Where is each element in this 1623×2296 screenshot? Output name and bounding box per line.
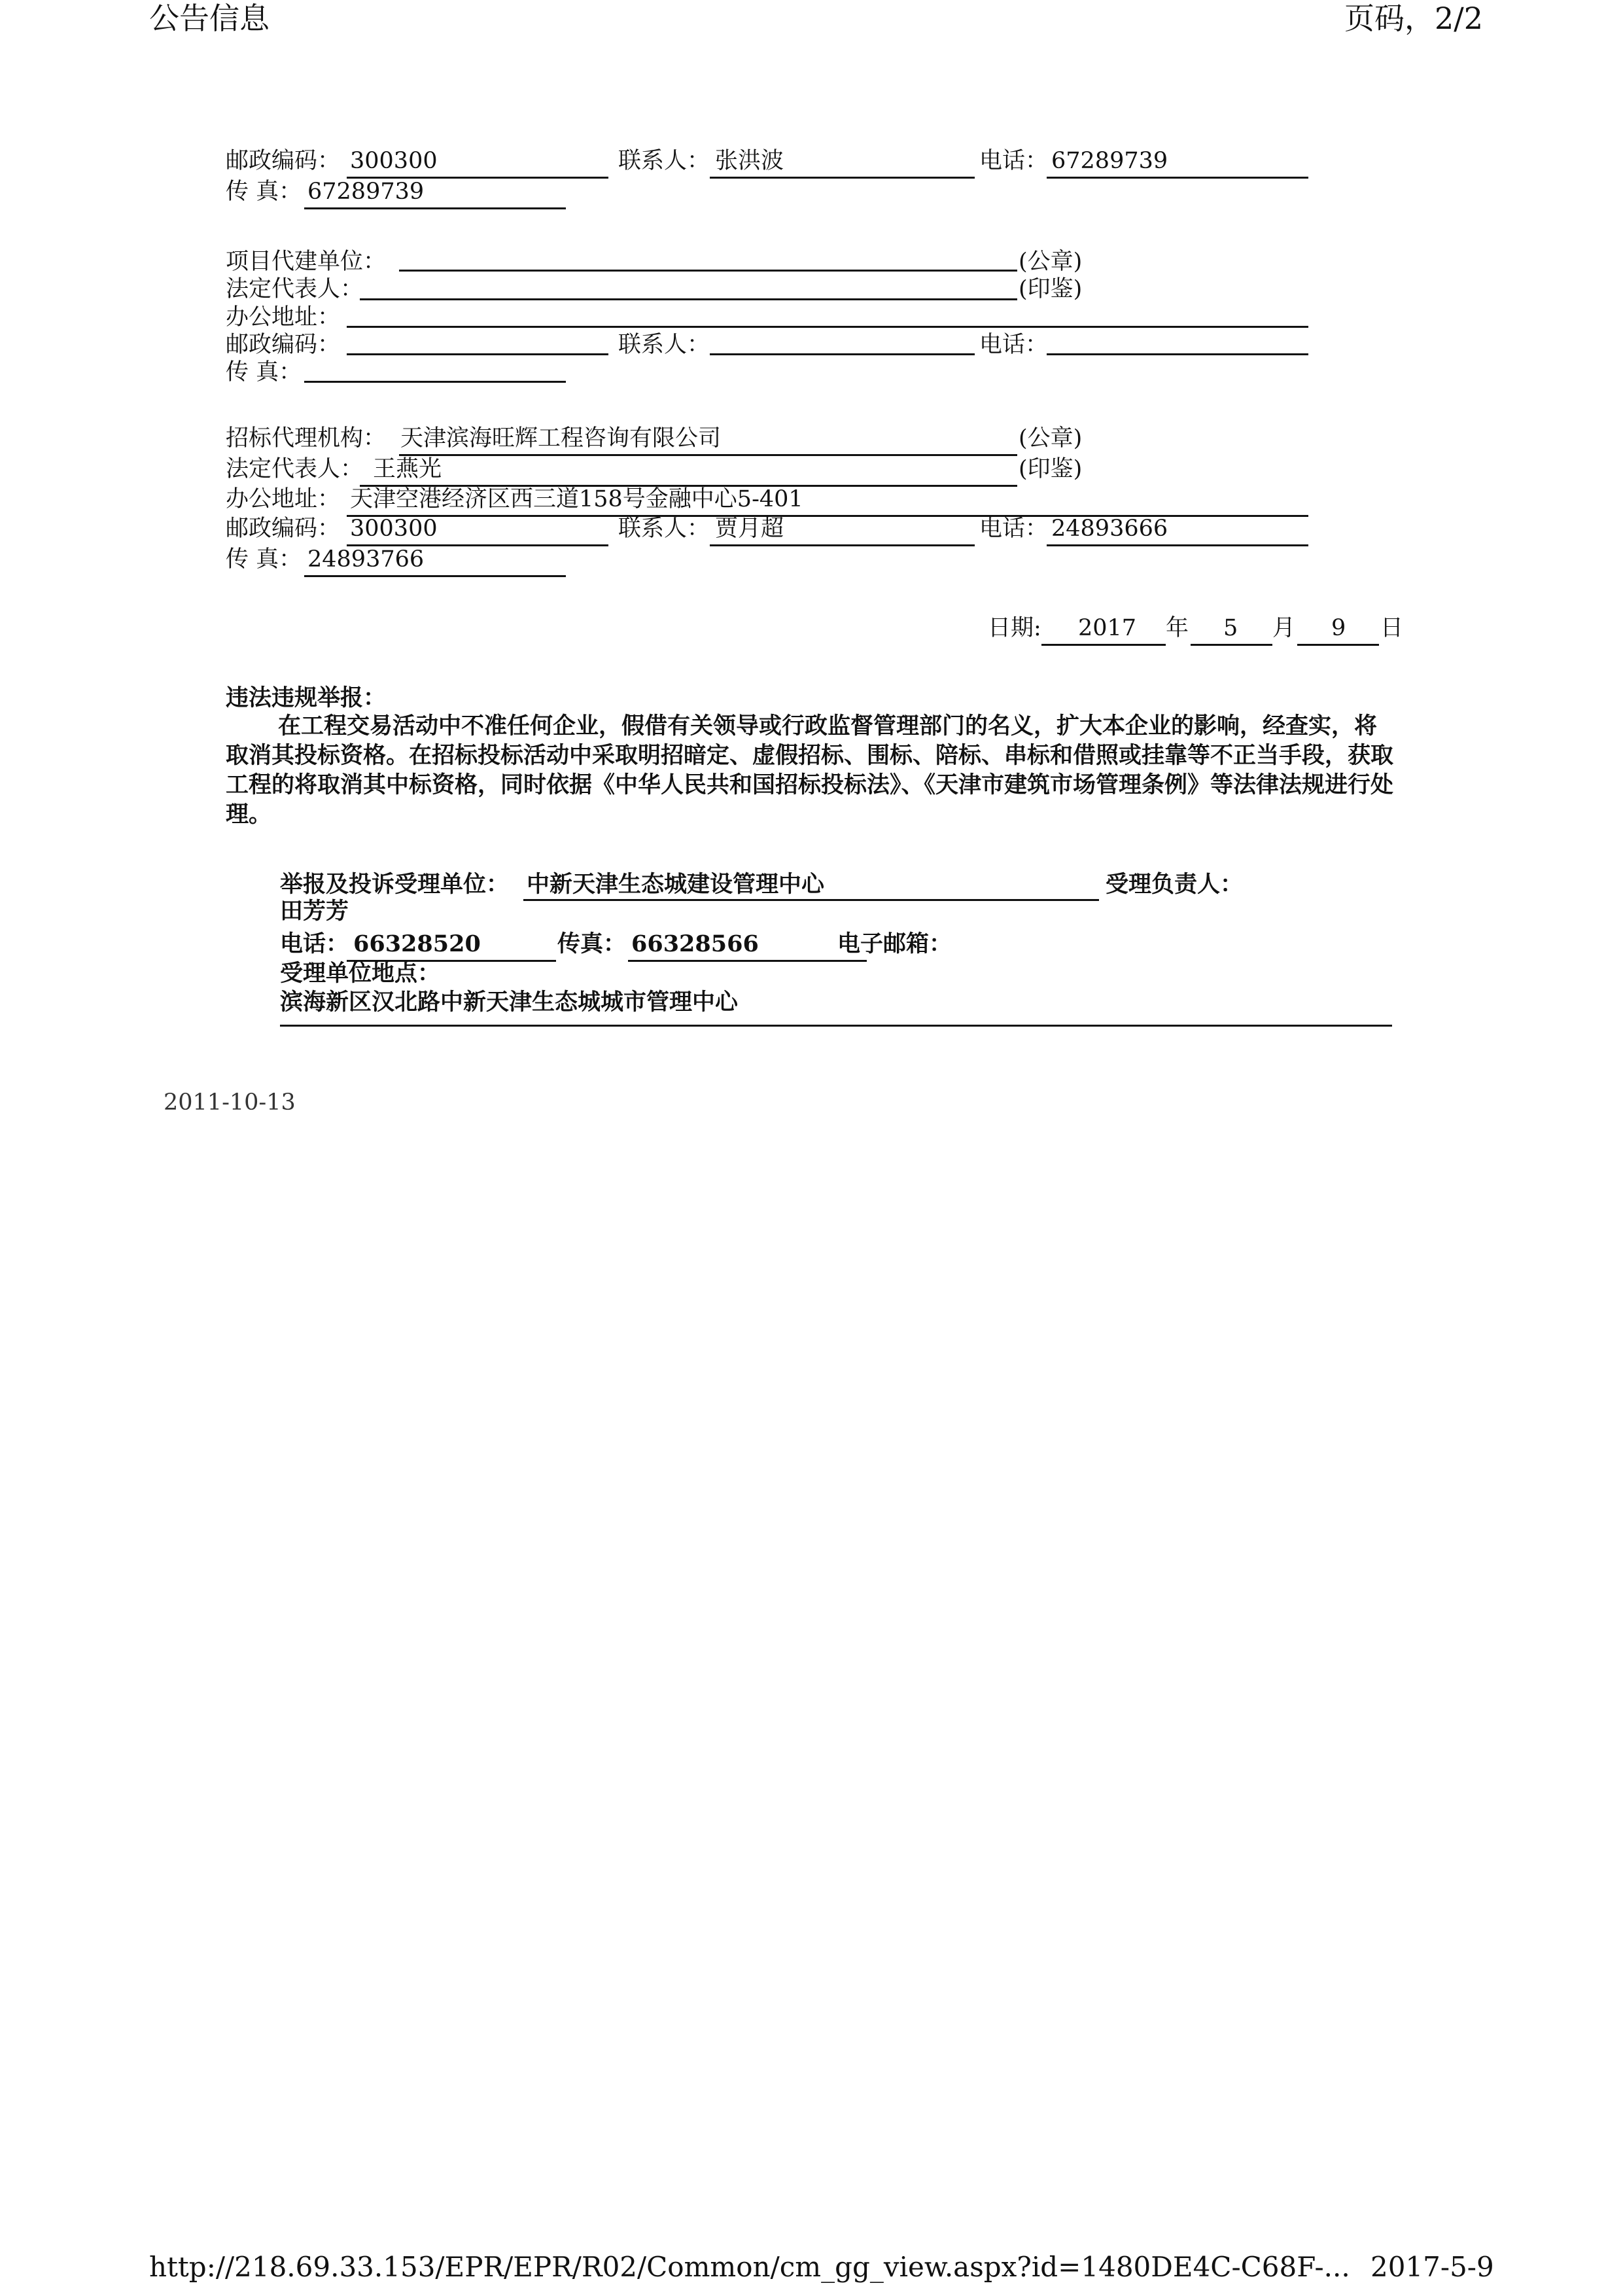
violation-body: 在工程交易活动中不准任何企业，假借有关领导或行政监督管理部门的名义，扩大本企业的影响，经查实，将取消其投标资格。在招标投标活动中采取明招暗定、虚假招标、围标、陪标、串标和借照或挂靠等不正当手段，获取工程的将取消其中标资格，同时依据《中华人民共和国招标投标法》、《天津市建筑市场管理条例》等法律法规进行处理。 <box>226 713 1394 828</box>
violation-title: 违法违规举报： <box>226 684 387 711</box>
page-date: 2011-10-13 <box>164 1089 296 1116</box>
underline <box>304 381 566 383</box>
underline <box>710 544 975 546</box>
stamp-label: (印鉴) <box>1019 456 1083 482</box>
underline <box>399 454 1017 456</box>
underline <box>1047 177 1308 179</box>
phone-label: 电话： <box>979 148 1049 174</box>
fax-label: 传 真： <box>226 179 302 205</box>
underline <box>399 270 1017 272</box>
underline <box>1047 544 1308 546</box>
rep-value: 王燕光 <box>373 456 442 482</box>
rep-label: 法定代表人： <box>226 456 364 482</box>
phone-value: 24893666 <box>1051 516 1168 542</box>
complaint-unit-label: 举报及投诉受理单位： <box>280 871 510 898</box>
underline <box>1041 644 1166 646</box>
postcode-label: 邮政编码： <box>226 332 341 358</box>
footer-date: 2017-5-9 <box>1370 2251 1494 2283</box>
stamp-label: (印鉴) <box>1019 276 1083 302</box>
underline <box>304 575 566 577</box>
postcode-value: 300300 <box>350 516 438 542</box>
complaint-location-value: 滨海新区汉北路中新天津生态城城市管理中心 <box>280 989 739 1016</box>
underline <box>347 326 1308 328</box>
fax-value: 24893766 <box>307 546 425 573</box>
footer-url: http://218.69.33.153/EPR/EPR/R02/Common/cm_gg_view.aspx?id=1480DE4C-C68F-... <box>149 2251 1350 2283</box>
underline <box>710 177 975 179</box>
date-month: 5 <box>1223 615 1238 641</box>
address-value: 天津空港经济区西三道158号金融中心5-401 <box>350 486 803 512</box>
complaint-email-label: 电子邮箱： <box>837 930 952 957</box>
unit-label: 项目代建单位： <box>226 249 387 275</box>
address-label: 办公地址： <box>226 304 341 330</box>
contact-value: 贾月超 <box>715 516 784 542</box>
underline <box>628 960 867 962</box>
header-page-number: 页码，2/2 <box>1344 1 1484 36</box>
date-year: 2017 <box>1078 615 1137 641</box>
underline <box>280 1025 1392 1027</box>
rep-label: 法定代表人： <box>226 276 364 302</box>
date-label: 日期: <box>988 615 1041 641</box>
underline <box>523 899 1099 901</box>
postcode-label: 邮政编码： <box>226 148 341 174</box>
phone-value: 67289739 <box>1051 148 1168 174</box>
seal-label: (公章) <box>1019 249 1083 275</box>
agency-label: 招标代理机构： <box>226 425 387 451</box>
underline <box>1191 644 1272 646</box>
underline <box>360 298 1017 300</box>
complaint-person-value: 田芳芳 <box>280 898 349 925</box>
complaint-fax-value: 66328566 <box>631 930 759 957</box>
complaint-location-label: 受理单位地点： <box>280 960 441 987</box>
header-left: 公告信息 <box>149 1 270 36</box>
date-day-unit: 日 <box>1380 615 1404 641</box>
date-day: 9 <box>1331 615 1346 641</box>
agency-value: 天津滨海旺辉工程咨询有限公司 <box>400 425 722 451</box>
underline <box>347 353 608 355</box>
complaint-phone-value: 66328520 <box>353 930 481 957</box>
complaint-person-label: 受理负责人： <box>1106 871 1244 898</box>
date-month-unit: 月 <box>1272 615 1296 641</box>
date-year-unit: 年 <box>1166 615 1189 641</box>
complaint-unit-value: 中新天津生态城建设管理中心 <box>527 871 825 898</box>
fax-value: 67289739 <box>307 179 425 205</box>
complaint-phone-label: 电话： <box>280 930 349 957</box>
phone-label: 电话： <box>979 516 1049 542</box>
fax-label: 传 真： <box>226 546 302 573</box>
seal-label: (公章) <box>1019 425 1083 451</box>
underline <box>304 207 566 209</box>
complaint-fax-label: 传真： <box>557 930 627 957</box>
phone-label: 电话： <box>979 332 1049 358</box>
underline <box>710 353 975 355</box>
contact-label: 联系人： <box>618 332 710 358</box>
contact-value: 张洪波 <box>715 148 784 174</box>
postcode-label: 邮政编码： <box>226 516 341 542</box>
contact-label: 联系人： <box>618 516 710 542</box>
postcode-value: 300300 <box>350 148 438 174</box>
address-label: 办公地址： <box>226 486 341 512</box>
contact-label: 联系人： <box>618 148 710 174</box>
underline <box>1047 353 1308 355</box>
fax-label: 传 真： <box>226 359 302 385</box>
underline <box>1297 644 1379 646</box>
